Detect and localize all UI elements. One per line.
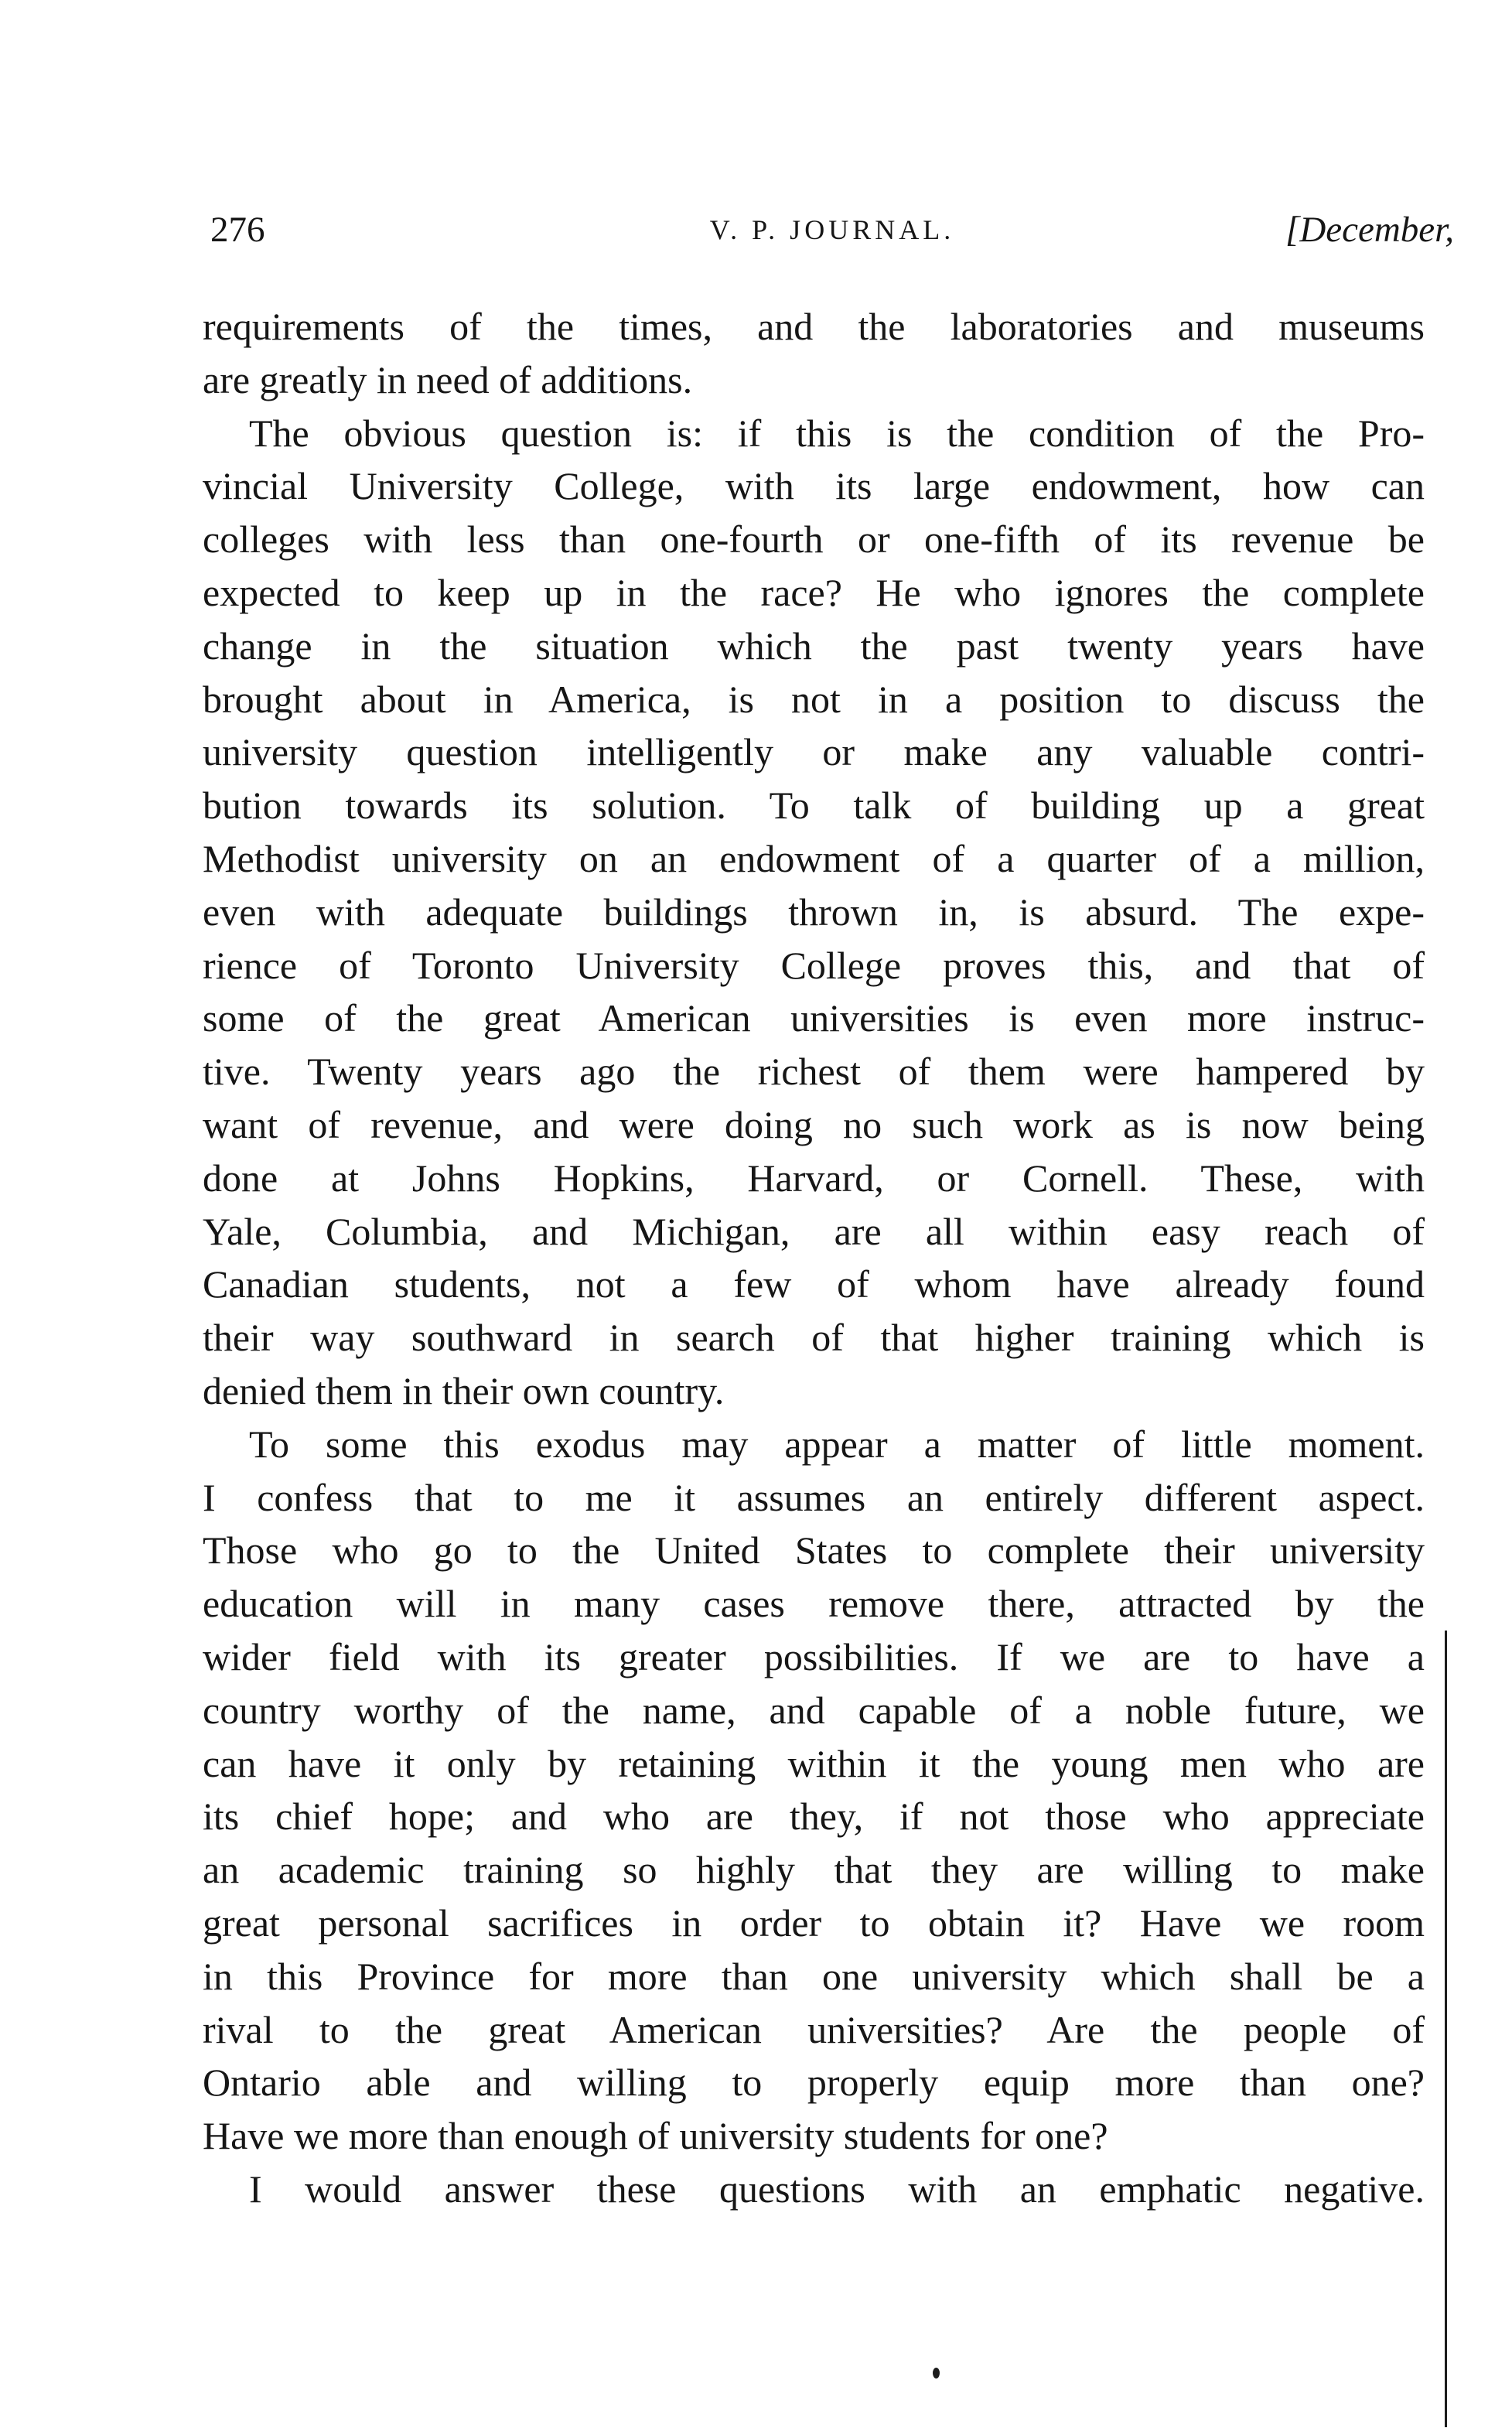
text-line: education will in many cases remove there, attracted by the xyxy=(203,1582,1425,1626)
text-line: can have it only by retaining within it the young men who are xyxy=(203,1741,1425,1785)
text-line: in this Province for more than one university which shall be a xyxy=(203,1954,1425,1998)
text-line: are greatly in need of additions. xyxy=(203,357,693,401)
text-line: its chief hope; and who are they, if not those who appreciate xyxy=(203,1795,1425,1839)
text-line: their way southward in search of that higher training which is xyxy=(203,1316,1425,1360)
text-line: rience of Toronto University College proves this, and that of xyxy=(203,943,1425,987)
text-line: rival to the great American universities? Are the people of xyxy=(203,2007,1425,2051)
text-line: done at Johns Hopkins, Harvard, or Cornell. These, with xyxy=(203,1156,1425,1200)
text-line: some of the great American universities is even more instruc- xyxy=(203,996,1425,1040)
text-line: Yale, Columbia, and Michigan, are all within easy reach of xyxy=(203,1209,1425,1253)
page-number: 276 xyxy=(210,210,265,250)
text-line: To some this exodus may appear a matter of little moment. xyxy=(249,1422,1425,1466)
text-line: I confess that to me it assumes an entirely different aspect. xyxy=(203,1475,1425,1519)
text-line: bution towards its solution. To talk of building up a great xyxy=(203,784,1425,828)
text-line: even with adequate buildings thrown in, is absurd. The expe- xyxy=(203,890,1425,934)
running-head xyxy=(210,203,1454,257)
text-line: requirements of the times, and the laboratories and museums xyxy=(203,305,1425,348)
text-line: want of revenue, and were doing no such work as is now being xyxy=(203,1102,1425,1146)
text-line: change in the situation which the past twenty years have xyxy=(203,623,1425,668)
text-line: expected to keep up in the race? He who ignores the complete xyxy=(203,570,1425,614)
text-line: Those who go to the United States to complete their university xyxy=(203,1528,1425,1573)
text-line: country worthy of the name, and capable of a noble future, we xyxy=(203,1688,1425,1732)
text-line: Canadian students, not a few of whom have already found xyxy=(203,1262,1425,1306)
text-line: vincial University College, with its large endowment, how can xyxy=(203,464,1425,508)
text-line: university question intelligently or make any valuable contri- xyxy=(203,730,1425,774)
text-line: colleges with less than one-fourth or one-fifth of its revenue be xyxy=(203,517,1425,562)
running-head-month: [December, xyxy=(1285,210,1454,250)
text-line: denied them in their own country. xyxy=(203,1368,725,1412)
text-line: I would answer these questions with an emphatic negative. xyxy=(249,2167,1425,2211)
body-text xyxy=(203,300,1425,2216)
text-line: tive. Twenty years ago the richest of them were hampered by xyxy=(203,1050,1425,1094)
text-line: Ontario able and willing to properly equip more than one? xyxy=(203,2061,1425,2105)
text-line: wider field with its greater possibilities. If we are to have a xyxy=(203,1634,1425,1678)
ink-speck xyxy=(933,2368,940,2378)
text-line: an academic training so highly that they are willing to make xyxy=(203,1848,1425,1892)
journal-title: V. P. JOURNAL. xyxy=(709,214,955,245)
text-line: great personal sacrifices in order to obtain it? Have we room xyxy=(203,1900,1425,1945)
text-line: Methodist university on an endowment of a quarter of a million, xyxy=(203,836,1425,880)
margin-rule-mark xyxy=(1445,1631,1447,2427)
text-line: brought about in America, is not in a position to discuss the xyxy=(203,677,1425,721)
text-line: The obvious question is: if this is the condition of the Pro- xyxy=(249,411,1425,455)
text-line: Have we more than enough of university students for one? xyxy=(203,2114,1108,2158)
